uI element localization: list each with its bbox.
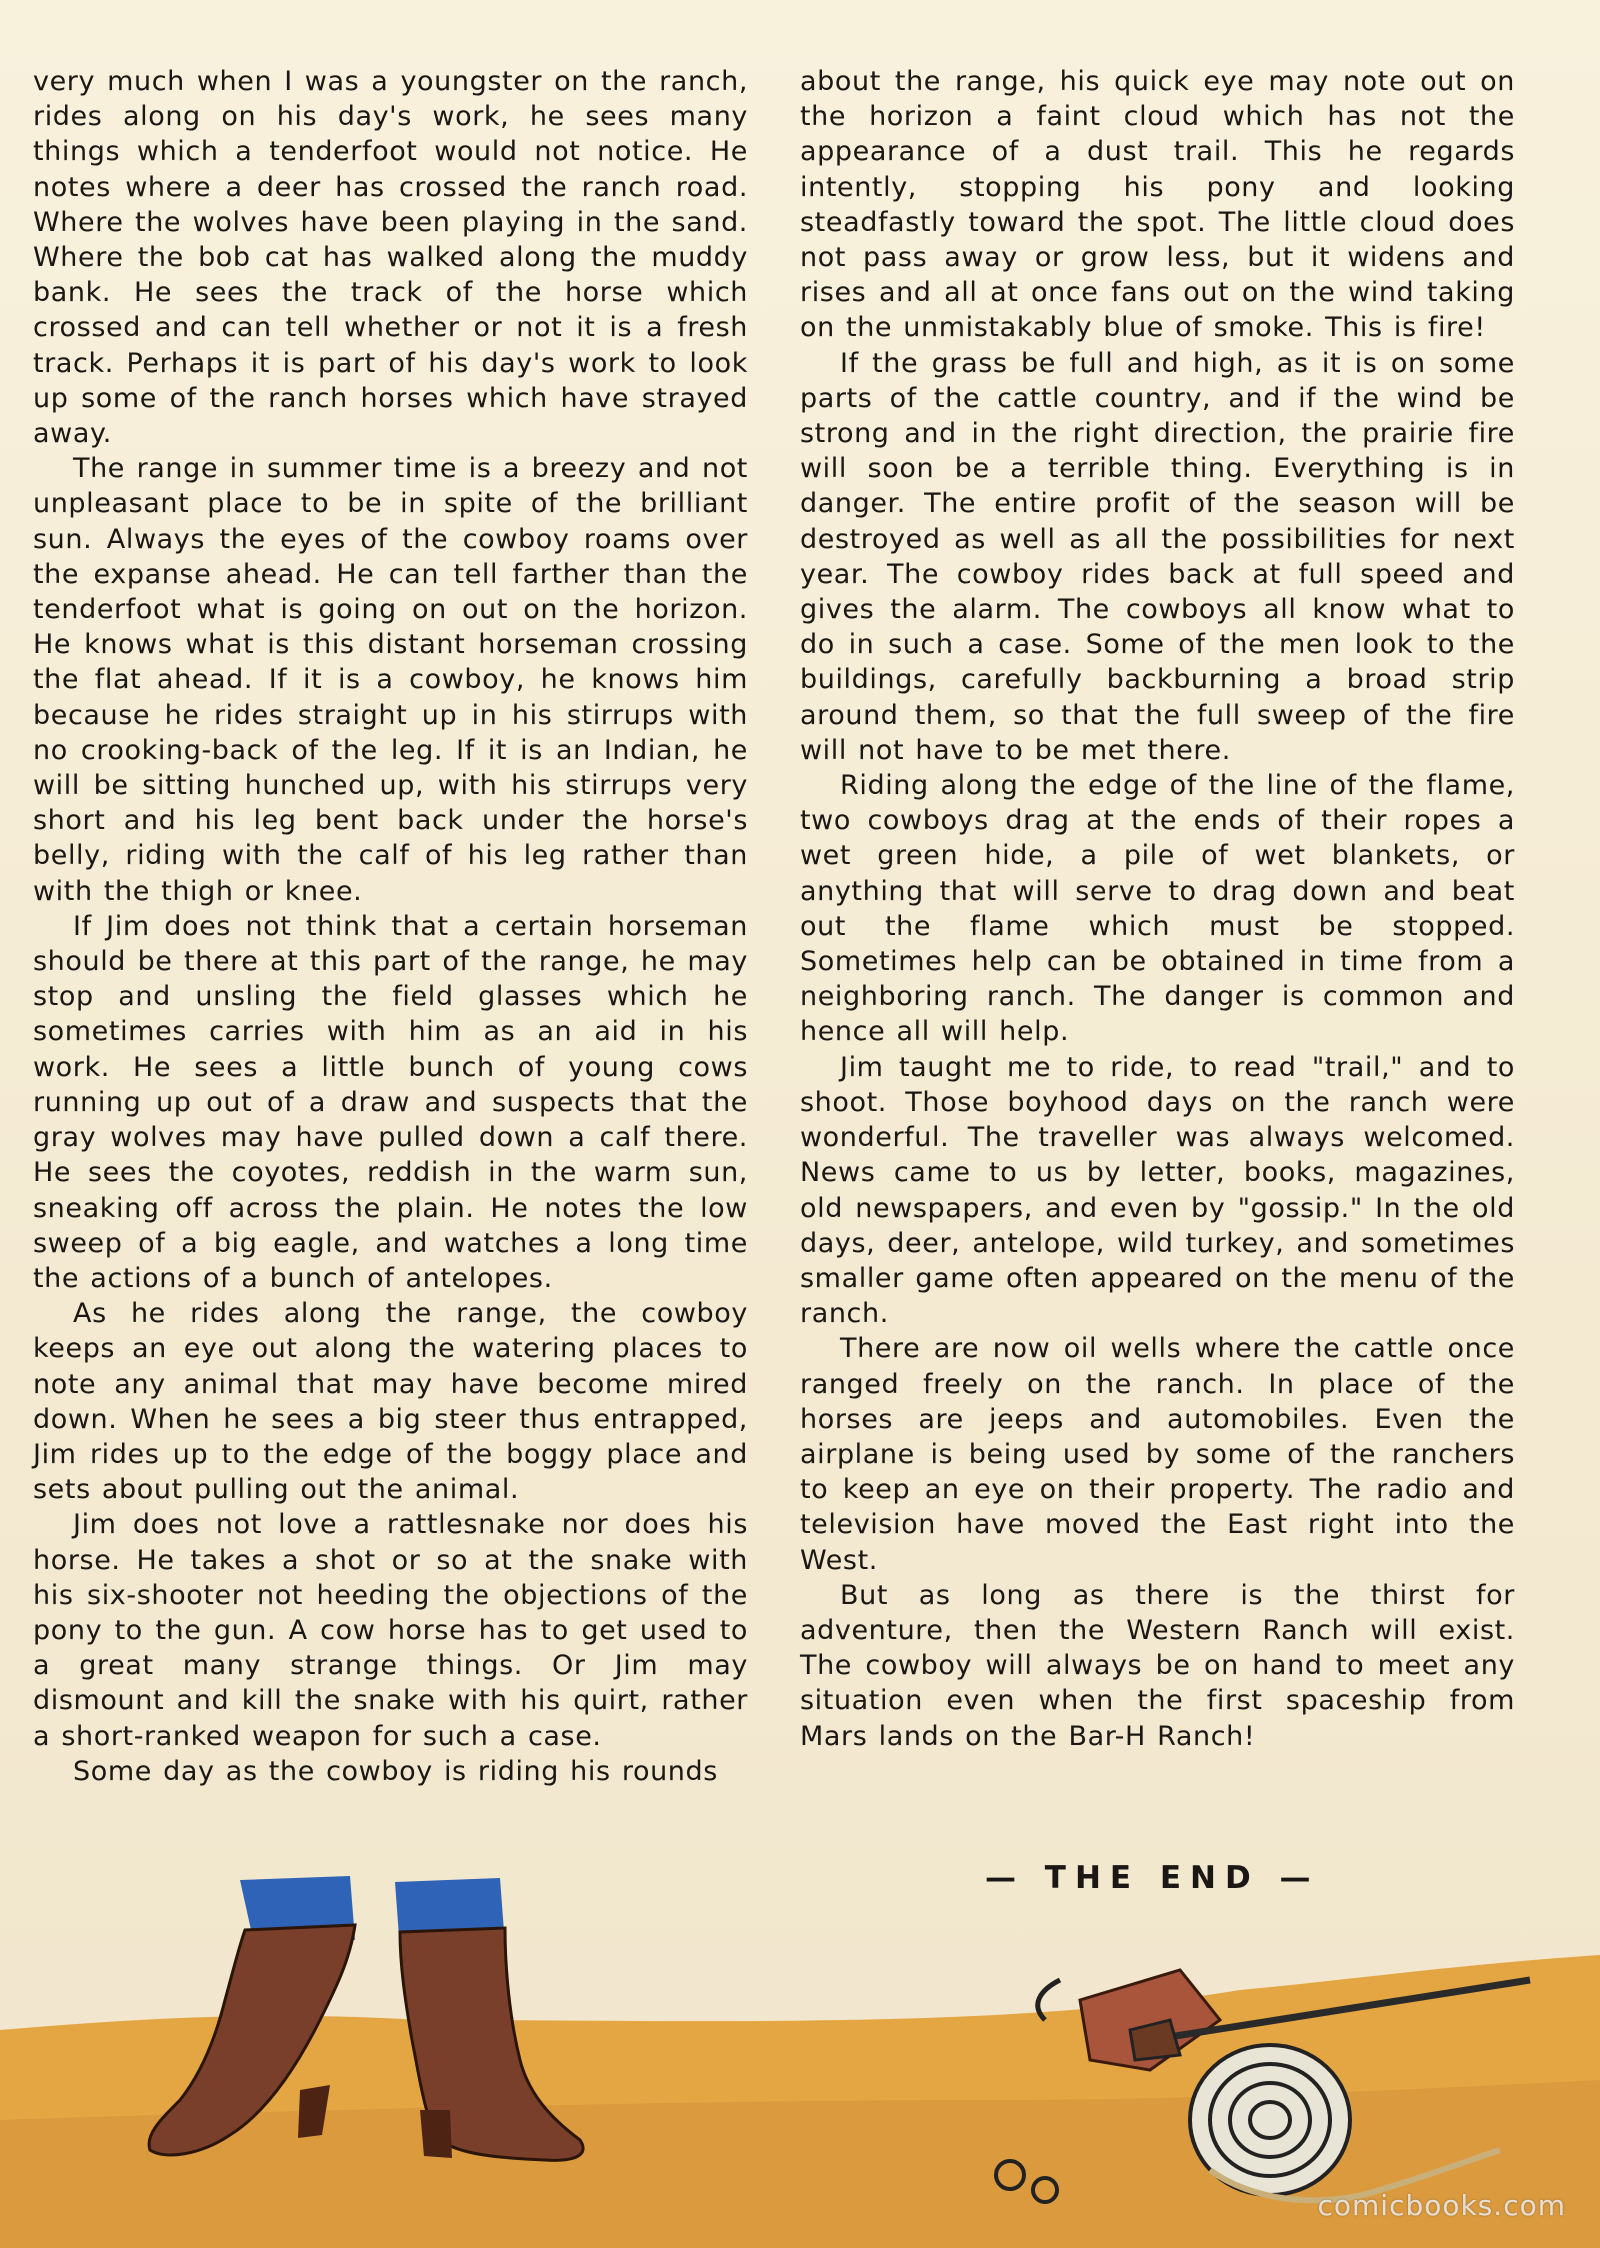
paragraph: As he rides along the range, the cowboy keeps an eye out along the watering places to note any animal that may have become mired down. When he sees a big steer thus entrapped, Jim rides up to the edge of the boggy place and sets about pulling out the animal. [33, 1298, 748, 1506]
paragraph: But as long as there is the thirst for adventure, then the Western Ranch will exist. The cowboy will always be on hand to meet any situation even when the first spaceship from Mars lands on the Bar-H Ranch! [800, 1579, 1515, 1752]
paragraph: Jim does not love a rattlesnake nor does his horse. He takes a shot or so at the snake with his six-shooter not heeding the objections of the pony to the gun. A cow horse has to get used to a great many strange things. Or Jim may dismount and kill the snake with his quirt, rather a short-ranked weapon for such a case. [33, 1509, 748, 1752]
paragraph: Jim taught me to ride, to read "trail," and to shoot. Those boyhood days on the ranch were wonderful. The traveller was always welcomed. News came to us by letter, books, magazines, old newspapers, and even by "gossip." In the old days, deer, antelope, wild turkey, and sometimes smaller game often appeared on the menu of the ranch. [800, 1051, 1515, 1330]
left-column [33, 64, 748, 1789]
paragraph: Riding along the edge of the line of the flame, two cowboys drag at the ends of their ropes a wet green hide, a pile of wet blankets, or anything that will serve to drag down and beat out the flame which must be stopped. Sometimes help can be obtained in time from a neighboring ranch. The danger is common and hence all will help. [800, 770, 1515, 1048]
right-column [800, 64, 1515, 1754]
the-end-heading: — THE END — [985, 1860, 1320, 1896]
paragraph: about the range, his quick eye may note out on the horizon a faint cloud which has not the appearance of a dust trail. This he regards intently, stopping his pony and looking steadfastly toward the spot. The little cloud does not pass away or grow less, but it widens and rises and all at once fans out on the wind taking on the unmistakably blue of smoke. This is fire! [800, 66, 1515, 344]
paragraph: very much when I was a youngster on the ranch, rides along on his day's work, he sees many things which a tenderfoot would not notice. He notes where a deer has crossed the ranch road. Where the wolves have been playing in the sand. Where the bob cat has walked along the muddy bank. He sees the track of the horse which crossed and can tell whether or not it is a fresh track. Perhaps it is part of his day's work to look up some of the ranch horses which have strayed away. [33, 66, 748, 450]
watermark: comicbooks.com [1317, 2189, 1566, 2222]
right-boot-heel [420, 2110, 452, 2158]
paragraph: The range in summer time is a breezy and not unpleasant place to be in spite of the brilliant sun. Always the eyes of the cowboy roams over the expanse ahead. He can tell farther than the tenderfoot what is going on out on the horizon. He knows what is this distant horseman crossing the flat ahead. If it is a cowboy, he knows him because he rides straight up in his stirrups with no crooking-back of the leg. If it is an Indian, he will be sitting hunched up, with his stirrups very short and his leg bent back under the horse's belly, riding with the calf of his leg rather than with the thigh or knee. [33, 453, 748, 907]
paragraph: If Jim does not think that a certain horseman should be there at this part of the range, he may stop and unsling the field glasses which he sometimes carries with him as an aid in his work. He sees a little bunch of young cows running up out of a draw and suspects that the gray wolves may have pulled down a calf there. He sees the coyotes, reddish in the warm sun, sneaking off across the plain. He notes the low sweep of a big eagle, and watches a long time the actions of a bunch of antelopes. [33, 910, 748, 1294]
paragraph: If the grass be full and high, as it is on some parts of the cattle country, and if the wind be strong and in the right direction, the prairie fire will soon be a terrible thing. Everything is in danger. The entire profit of the season will be destroyed as well as all the possibilities for next year. The cowboy rides back at full speed and gives the alarm. The cowboys all know what to do in such a case. Some of the men look to the buildings, carefully backburning a broad strip around them, so that the full sweep of the fire will not have to be met there. [800, 347, 1515, 766]
paragraph: There are now oil wells where the cattle once ranged freely on the ranch. In place of the horses are jeeps and automobiles. Even the airplane is being used by some of the ranchers to keep an eye on their property. The radio and television have moved the East right into the West. [800, 1333, 1515, 1576]
paragraph: Some day as the cowboy is riding his rounds [73, 1755, 718, 1787]
